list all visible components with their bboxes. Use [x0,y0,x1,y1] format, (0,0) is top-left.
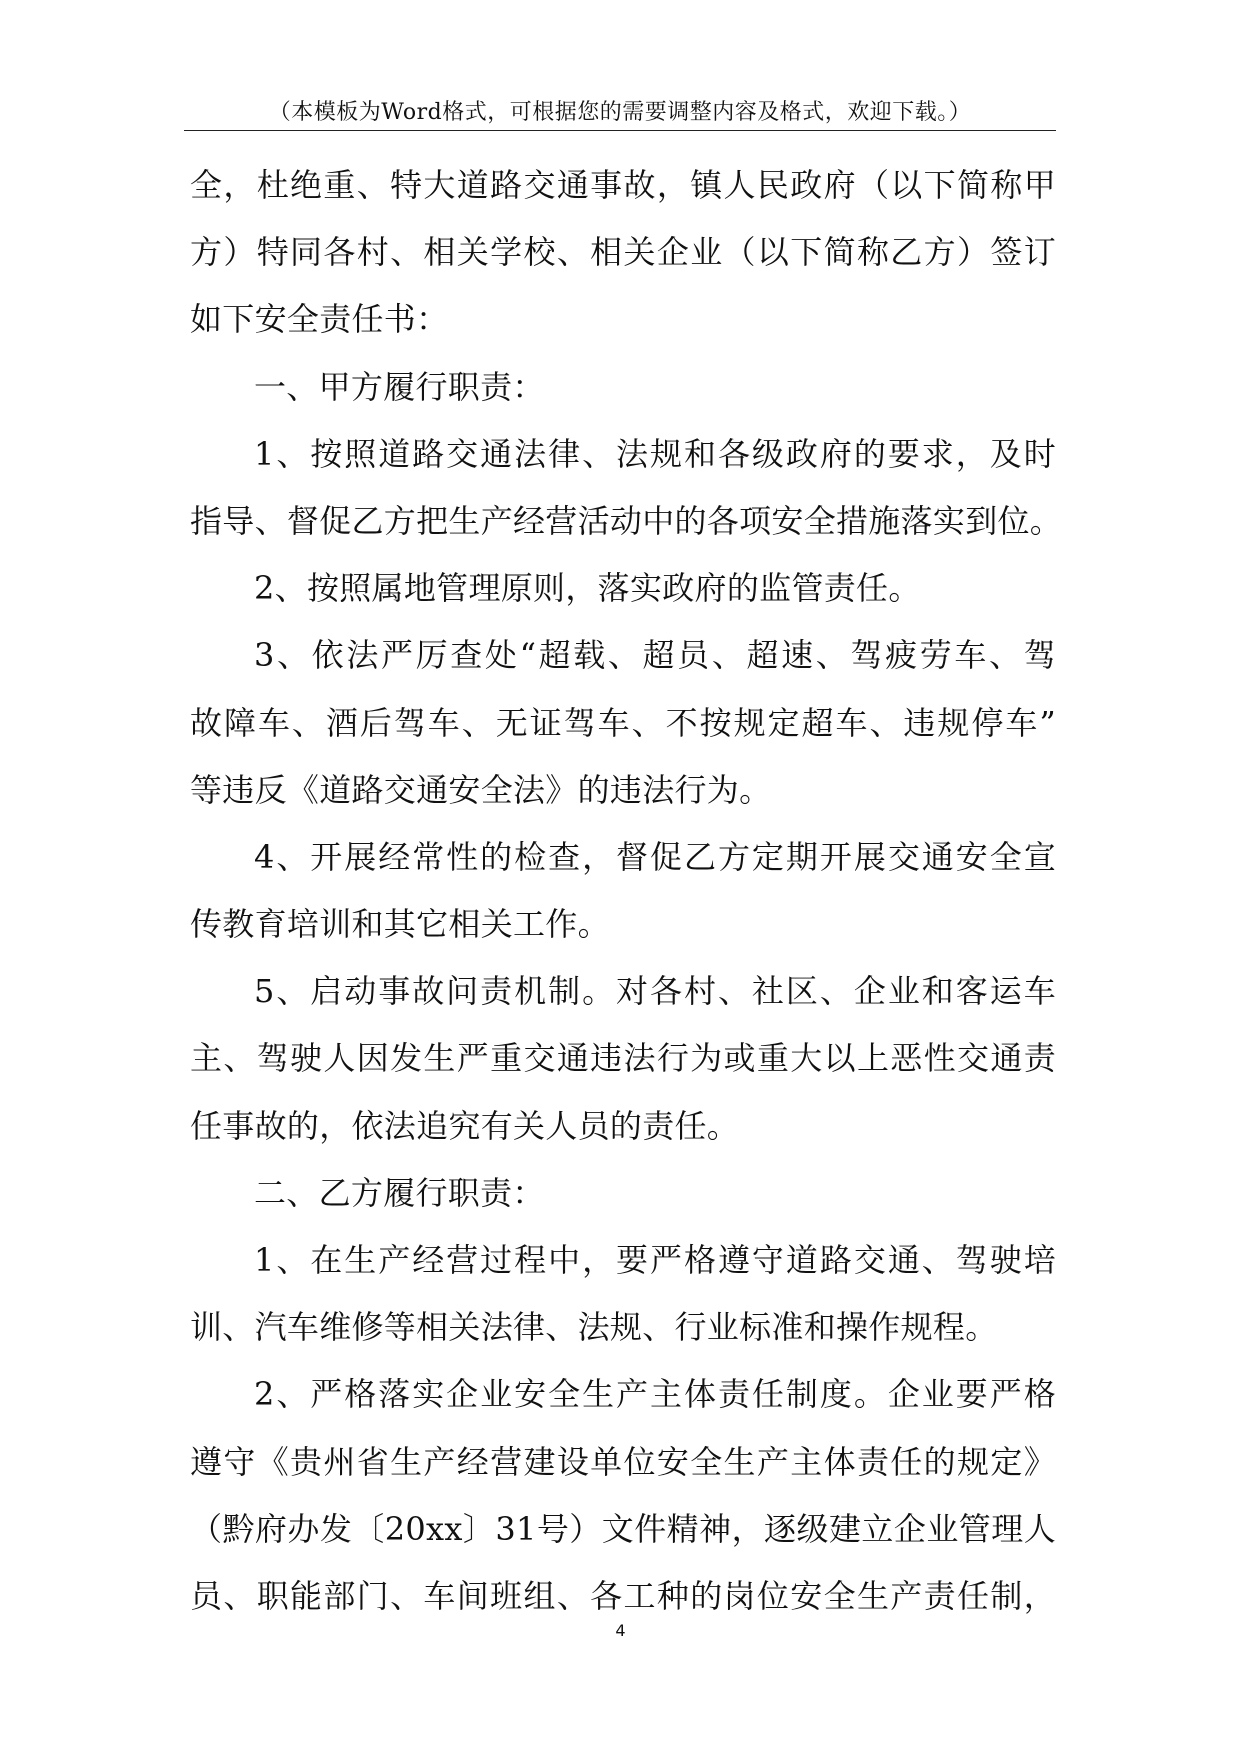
text-line: 1、在生产经营过程中，要严格遵守道路交通、驾驶培 [254,1241,1056,1279]
section-heading-a: 一、甲方履行职责： [254,367,545,406]
page-number: 4 [615,1621,626,1640]
text-line: 任事故的，依法追究有关人员的责任。 [190,1106,740,1145]
text-line: 训、汽车维修等相关法律、法规、行业标准和操作规程。 [190,1308,998,1347]
text-line: 故障车、酒后驾车、无证驾车、不按规定超车、违规停车” [190,703,1056,742]
text-line: 如下安全责任书： [190,300,449,339]
document-body [190,152,1063,1630]
text-line: 传教育培训和其它相关工作。 [190,905,610,944]
text-line: 全，杜绝重、特大道路交通事故，镇人民政府（以下简称甲 [190,166,1056,204]
text-line: 指导、督促乙方把生产经营活动中的各项安全措施落实到位。 [190,501,1063,540]
text-line: 员、职能部门、车间班组、各工种的岗位安全生产责任制， [190,1576,1056,1615]
template-note: （本模板为Word格式，可根据您的需要调整内容及格式，欢迎下载。） [268,100,972,125]
text-line: 5、启动事故问责机制。对各村、社区、企业和客运车 [254,972,1056,1011]
text-line: 主、驾驶人因发生严重交通违法行为或重大以上恶性交通责 [190,1039,1056,1078]
text-line: （黔府办发〔20xx〕31号）文件精神，逐级建立企业管理人 [190,1509,1056,1548]
text-line: 等违反《道路交通安全法》的违法行为。 [190,770,772,809]
text-line: 方）特同各村、相关学校、相关企业（以下简称乙方）签订 [190,233,1056,272]
header-rule [184,130,1056,131]
text-line: 2、按照属地管理原则，落实政府的监管责任。 [254,569,921,608]
text-line: 遵守《贵州省生产经营建设单位安全生产主体责任的规定》 [190,1442,1056,1481]
section-heading-b: 二、乙方履行职责： [254,1173,545,1212]
text-line: 3、依法严厉查处“超载、超员、超速、驾疲劳车、驾 [254,636,1056,675]
text-line: 4、开展经常性的检查，督促乙方定期开展交通安全宣 [254,837,1056,876]
text-line: 1、按照道路交通法律、法规和各级政府的要求，及时 [254,434,1056,473]
text-line: 2、严格落实企业安全生产主体责任制度。企业要严格 [254,1375,1056,1414]
